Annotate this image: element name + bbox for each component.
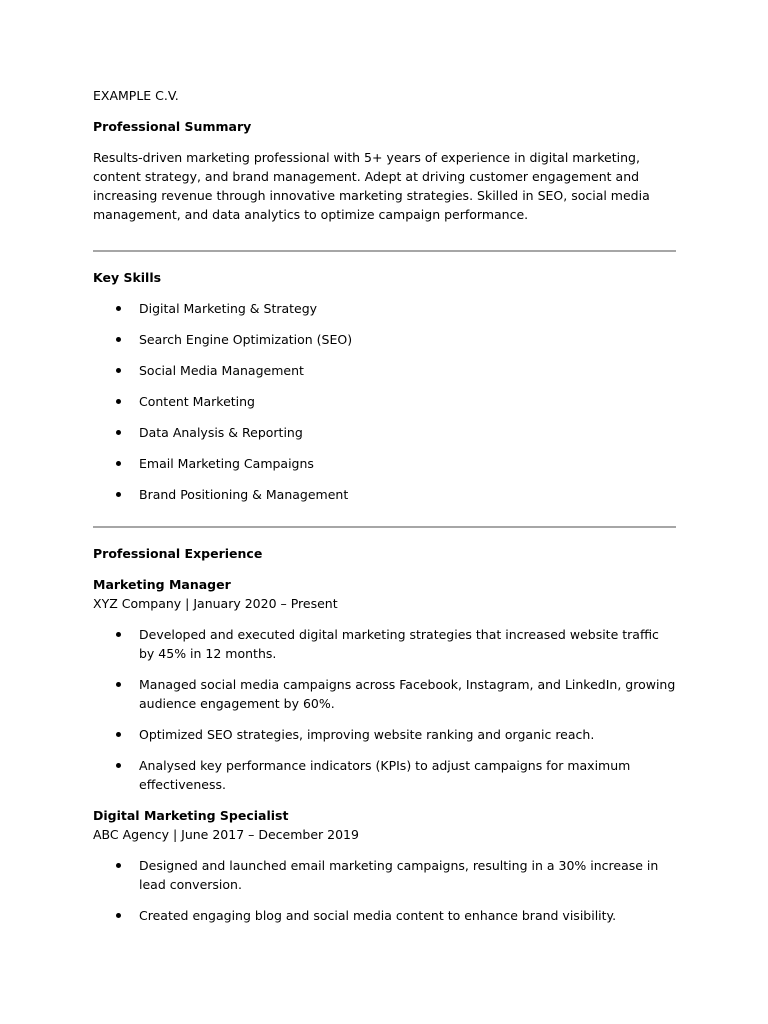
skill-label: Data Analysis & Reporting <box>139 425 303 440</box>
skill-item <box>93 299 676 318</box>
bullet-icon <box>116 863 121 868</box>
document-title: EXAMPLE C.V. <box>93 88 179 103</box>
skill-item <box>93 454 676 473</box>
job-entry <box>93 575 676 794</box>
job-entry <box>93 806 676 925</box>
responsibility-item <box>93 675 676 713</box>
job-responsibilities <box>93 856 676 925</box>
responsibility-item <box>93 856 676 894</box>
job-responsibilities <box>93 625 676 794</box>
responsibility-text: Analysed key performance indicators (KPIs) to adjust campaigns for maximum effectiveness. <box>139 758 631 792</box>
summary-heading: Professional Summary <box>93 119 252 134</box>
section-divider <box>93 526 676 528</box>
skill-label: Email Marketing Campaigns <box>139 456 314 471</box>
bullet-icon <box>116 368 121 373</box>
bullet-icon <box>116 492 121 497</box>
responsibility-text: Designed and launched email marketing campaigns, resulting in a 30% increase in lead conversion. <box>139 858 659 892</box>
bullet-icon <box>116 430 121 435</box>
skill-label: Search Engine Optimization (SEO) <box>139 332 353 347</box>
bullet-icon <box>116 763 121 768</box>
skill-label: Content Marketing <box>139 394 255 409</box>
bullet-icon <box>116 306 121 311</box>
responsibility-text: Created engaging blog and social media content to enhance brand visibility. <box>139 908 617 923</box>
responsibility-item <box>93 725 676 744</box>
section-divider <box>93 250 676 252</box>
bullet-icon <box>116 461 121 466</box>
skill-item <box>93 485 676 504</box>
bullet-icon <box>116 913 121 918</box>
responsibility-text: Optimized SEO strategies, improving website ranking and organic reach. <box>139 727 595 742</box>
bullet-icon <box>116 682 121 687</box>
job-company-dates: XYZ Company | January 2020 – Present <box>93 596 338 611</box>
skills-list <box>93 299 676 504</box>
job-title: Marketing Manager <box>93 577 231 592</box>
skill-item <box>93 423 676 442</box>
bullet-icon <box>116 399 121 404</box>
bullet-icon <box>116 337 121 342</box>
responsibility-item <box>93 906 676 925</box>
responsibility-item <box>93 625 676 663</box>
summary-text: Results-driven marketing professional with 5+ years of experience in digital marketing, content strategy, and brand management. Adept at driving customer engagement and increasing revenue through innovative marketing strategies. Skilled in SEO, social media management, and data analytics to optimize campaign performance. <box>93 150 650 222</box>
bullet-icon <box>116 632 121 637</box>
skills-heading: Key Skills <box>93 270 162 285</box>
skill-label: Brand Positioning & Management <box>139 487 349 502</box>
skill-item <box>93 361 676 380</box>
experience-heading: Professional Experience <box>93 546 263 561</box>
job-title: Digital Marketing Specialist <box>93 808 289 823</box>
skill-label: Digital Marketing & Strategy <box>139 301 318 316</box>
cv-page <box>93 86 676 925</box>
responsibility-item <box>93 756 676 794</box>
job-company-dates: ABC Agency | June 2017 – December 2019 <box>93 827 359 842</box>
skill-label: Social Media Management <box>139 363 304 378</box>
skill-item <box>93 330 676 349</box>
responsibility-text: Managed social media campaigns across Facebook, Instagram, and LinkedIn, growing audience engagement by 60%. <box>139 677 676 711</box>
skill-item <box>93 392 676 411</box>
responsibility-text: Developed and executed digital marketing strategies that increased website traffic by 45% in 12 months. <box>139 627 659 661</box>
bullet-icon <box>116 732 121 737</box>
